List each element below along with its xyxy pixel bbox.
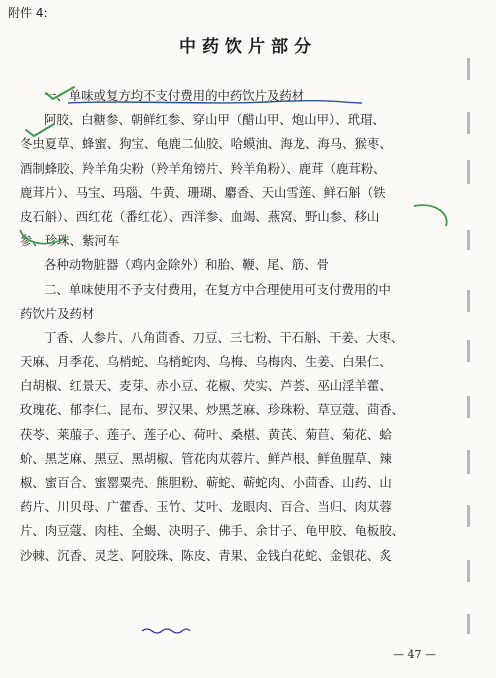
checkmark-icon bbox=[22, 122, 58, 140]
text-line: 药饮片及药材 bbox=[20, 305, 95, 321]
margin-mark bbox=[467, 614, 470, 634]
margin-mark bbox=[467, 450, 470, 474]
section-heading: 一、单味或复方均不支付费用的中药饮片及药材 bbox=[44, 88, 305, 103]
text-line: 阿胶、白糖参、朝鲜红参、穿山甲（醋山甲、炮山甲）、玳瑁、 bbox=[44, 112, 385, 128]
margin-mark bbox=[467, 396, 470, 418]
text-line: 各种动物脏器（鸡内金除外）和胎、鞭、尾、筋、骨 bbox=[44, 257, 329, 273]
text-line: 玫瑰花、郁李仁、昆布、罗汉果、炒黑芝麻、珍珠粉、草豆蔻、茴香、 bbox=[20, 402, 405, 418]
text-line: 鹿茸片）、马宝、玛瑙、牛黄、珊瑚、麝香、天山雪莲、鲜石斛（铁 bbox=[20, 184, 386, 200]
text-line: 白胡椒、红景天、麦芽、赤小豆、花椒、芡实、芦荟、巫山淫羊藿、 bbox=[20, 378, 392, 394]
margin-mark bbox=[467, 290, 470, 312]
margin-mark bbox=[467, 112, 470, 134]
margin-mark bbox=[467, 230, 470, 250]
margin-mark bbox=[467, 560, 470, 582]
text-line: 沙棘、沉香、灵芝、阿胶珠、陈皮、青果、金钱白花蛇、金银花、炙 bbox=[20, 547, 392, 563]
text-line: 酒制蜂胶、羚羊角尖粉（羚羊角镑片、羚羊角粉）、鹿茸（鹿茸粉、 bbox=[20, 160, 386, 176]
text-line: 丁香、人参片、八角茴香、刀豆、三七粉、干石斛、干姜、大枣、 bbox=[44, 329, 404, 345]
text-line: 茯苓、莱菔子、莲子、莲子心、荷叶、桑椹、黄芪、菊苣、菊花、蛤 bbox=[20, 426, 392, 442]
document-body bbox=[20, 84, 454, 568]
page-title: 中药饮片部分 bbox=[179, 37, 317, 57]
page-number: — 47 — bbox=[393, 648, 436, 661]
section-heading: 二、单味使用不予支付费用，在复方中合理使用可支付费用的中 bbox=[44, 281, 391, 297]
margin-mark bbox=[467, 58, 470, 80]
margin-mark bbox=[467, 340, 470, 362]
text-line: 蚧、黑芝麻、黑豆、黑胡椒、管花肉苁蓉片、鲜芦根、鲜鱼腥草、辣 bbox=[20, 450, 392, 466]
text-line: 皮石斛）、西红花（番红花）、西洋参、血竭、燕窝、野山参、移山 bbox=[20, 208, 380, 224]
text-line: 冬虫夏草、蜂蜜、狗宝、龟鹿二仙胶、哈蟆油、海龙、海马、猴枣、 bbox=[20, 136, 392, 152]
underline-mark bbox=[66, 98, 366, 108]
attachment-label: 附件 4: bbox=[8, 6, 48, 20]
text-line: 椒、蜜百合、蜜罂粟壳、熊胆粉、蕲蛇、蕲蛇肉、小茴香、山药、山 bbox=[20, 475, 392, 490]
margin-mark bbox=[467, 160, 470, 184]
wavy-underline-mark bbox=[140, 626, 192, 636]
margin-mark bbox=[467, 505, 470, 527]
text-line: 药片、川贝母、广藿香、玉竹、艾叶、龙眼肉、百合、当归、肉苁蓉 bbox=[20, 499, 392, 515]
bracket-mark bbox=[16, 226, 72, 250]
text-line: 片、肉豆蔻、肉桂、全蝎、决明子、佛手、余甘子、龟甲胶、龟板胶、 bbox=[20, 523, 405, 539]
text-line: 参、珍珠、紫河车 bbox=[20, 233, 120, 249]
text-line: 天麻、月季花、乌梢蛇、乌梢蛇肉、乌梅、乌梅肉、生姜、白果仁、 bbox=[20, 354, 392, 370]
bracket-mark bbox=[406, 200, 456, 246]
